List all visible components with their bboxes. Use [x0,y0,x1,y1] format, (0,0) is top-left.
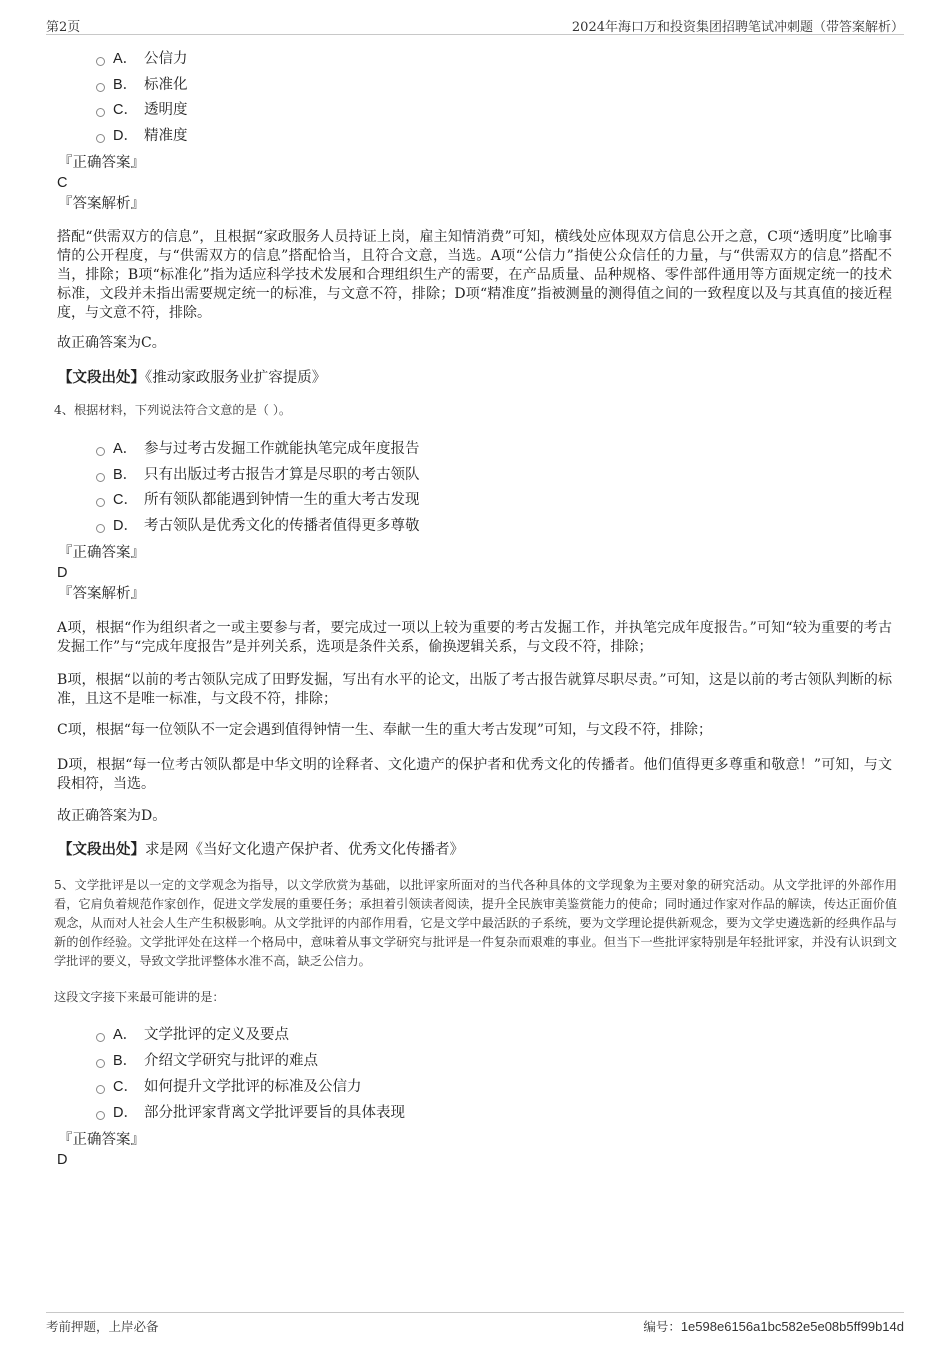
q4-conclusion: 故正确答案为D。 [57,808,167,824]
q4-source: 【文段出处】求是网《当好文化遗产保护者、优秀文化传播者》 [58,841,464,858]
option-text: 只有出版过考古报告才算是尽职的考古领队 [144,467,420,483]
q3-option-a[interactable]: A． 公信力 [96,49,188,69]
page-footer [46,1312,904,1335]
correct-answer-label: 『正确答案』 [58,155,145,171]
option-text: 参与过考古发掘工作就能执笔完成年度报告 [144,441,420,457]
q5-answer: D [57,1152,68,1168]
page-number: 第2页 [46,20,81,35]
radio-icon[interactable] [96,57,105,66]
correct-answer-label: 『正确答案』 [58,545,145,561]
document-title: 2024年海口万和投资集团招聘笔试冲刺题（带答案解析） [571,20,904,35]
radio-icon[interactable] [96,524,105,533]
q4-option-b[interactable]: B． 只有出版过考古报告才算是尽职的考古领队 [96,465,420,485]
footer-slogan: 考前押题，上岸必备 [46,1319,159,1334]
q5-option-d[interactable]: D． 部分批评家背离文学批评要旨的具体表现 [96,1103,405,1123]
q4-option-c[interactable]: C． 所有领队都能遇到钟情一生的重大考古发现 [96,490,420,510]
q4-answer: D [57,565,68,581]
q4-analysis-d: D项，根据“每一位考古领队都是中华文明的诠释者、文化遗产的保护者和优秀文化的传播者。他们值得更多尊重和敬意！”可知，与文段相符，当选。 [57,757,892,792]
analysis-label: 『答案解析』 [58,196,145,212]
q4-stem: 4、根据材料，下列说法符合文意的是（ ）。 [54,403,292,417]
radio-icon[interactable] [96,83,105,92]
q3-option-c[interactable]: C． 透明度 [96,100,188,120]
q5-passage: 5、文学批评是以一定的文学观念为指导，以文学欣赏为基础，以批评家所面对的当代各种具体的文学现象为主要对象的研究活动。从文学批评的外部作用看，它肩负着规范作家创作，促进文学发展的重要任务；承担着引领读者阅读，提升全民族审美鉴赏能力的使命；同时通过作家对作品的解读，传达正面价值观念，从而对人社会人生产生积极影响。从文学批评的内部作用看，它是文学中最活跃的子系统，要为文学理论提供新观念，要为文学史遴选新的经典作品与新的创作经验。文学批评处在这样一个格局中，意味着从事文学研究与批评是一件复杂而艰难的事业。但当下一些批评家特别是年轻批评家，并没有认识到文学批评的要义，导致文学批评整体水准不高，缺乏公信力。 [54,878,897,968]
q5-stem: 这段文字接下来最可能讲的是： [54,990,225,1004]
radio-icon[interactable] [96,498,105,507]
option-text: 部分批评家背离文学批评要旨的具体表现 [144,1105,405,1121]
radio-icon[interactable] [96,1085,105,1094]
option-text: 公信力 [144,51,188,67]
radio-icon[interactable] [96,108,105,117]
analysis-label: 『答案解析』 [58,586,145,602]
correct-answer-label: 『正确答案』 [58,1132,145,1148]
radio-icon[interactable] [96,1059,105,1068]
page-header [46,14,904,35]
q4-analysis-c: C项，根据“每一位领队不一定会遇到值得钟情一生、奉献一生的重大考古发现”可知，与文段不符，排除； [57,722,713,738]
radio-icon[interactable] [96,1111,105,1120]
radio-icon[interactable] [96,447,105,456]
q3-option-d[interactable]: D． 精准度 [96,126,188,146]
q3-source: 【文段出处】《推动家政服务业扩容提质》 [58,369,327,386]
option-text: 所有领队都能遇到钟情一生的重大考古发现 [144,492,420,508]
q5-option-a[interactable]: A． 文学批评的定义及要点 [96,1025,289,1045]
option-text: 考古领队是优秀文化的传播者值得更多尊敬 [144,518,420,534]
q3-analysis: 搭配“供需双方的信息”，且根据“家政服务人员持证上岗，雇主知情消费”可知，横线处应体现双方信息公开之意，C项“透明度”比喻事情的公开程度，与“供需双方的信息”搭配恰当，且符合文意，当选。A项“公信力”指使公众信任的力量，与“供需双方的信息”搭配不当，排除；B项“标准化”指为适应科学技术发展和合理组织生产的需要，在产品质量、品种规格、零件部件通用等方面规定统一的技术标准，文段并未指出需要规定统一的标准，与文意不符，排除；D项“精准度”指被测量的测得值之间的一致程度以及与其真值的接近程度，与文意不符，排除。 [57,229,892,321]
option-text: 标准化 [144,77,188,93]
option-text: 文学批评的定义及要点 [144,1027,289,1043]
q4-option-d[interactable]: D． 考古领队是优秀文化的传播者值得更多尊敬 [96,516,420,536]
q5-option-c[interactable]: C． 如何提升文学批评的标准及公信力 [96,1077,362,1097]
q3-answer: C [57,175,68,191]
radio-icon[interactable] [96,473,105,482]
q4-option-a[interactable]: A． 参与过考古发掘工作就能执笔完成年度报告 [96,439,420,459]
radio-icon[interactable] [96,134,105,143]
q3-option-b[interactable]: B． 标准化 [96,75,188,95]
q4-analysis-a: A项，根据“作为组织者之一或主要参与者，要完成过一项以上较为重要的考古发掘工作，并执笔完成年度报告。”可知“较为重要的考古发掘工作”与“完成年度报告”是并列关系，选项是条件关系，偷换逻辑关系，与文段不符，排除； [57,620,892,655]
option-text: 精准度 [144,128,188,144]
q3-conclusion: 故正确答案为C。 [57,335,166,351]
option-text: 介绍文学研究与批评的难点 [144,1053,318,1069]
option-text: 透明度 [144,102,188,118]
document-code: 编号：1e598e6156a1bc582e5e08b5ff99b14d [643,1319,904,1334]
option-text: 如何提升文学批评的标准及公信力 [144,1079,362,1095]
q5-option-b[interactable]: B． 介绍文学研究与批评的难点 [96,1051,318,1071]
q4-analysis-b: B项，根据“以前的考古领队完成了田野发掘，写出有水平的论文，出版了考古报告就算尽职尽责。”可知，这是以前的考古领队判断的标准，且这不是唯一标准，与文段不符，排除； [57,672,892,707]
radio-icon[interactable] [96,1033,105,1042]
